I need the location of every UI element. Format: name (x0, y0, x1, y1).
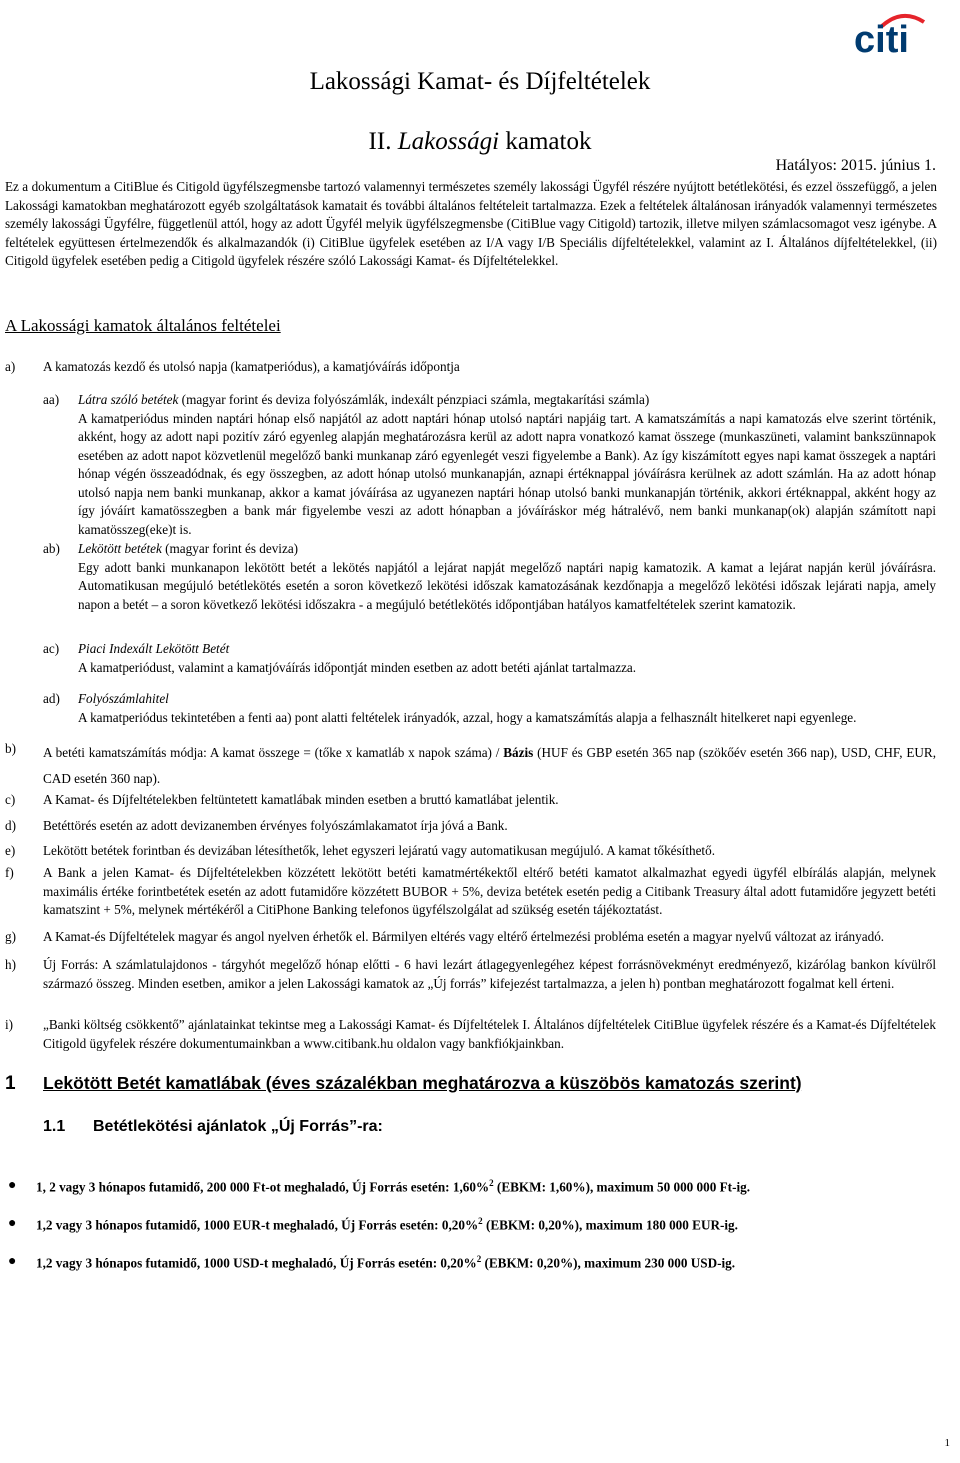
subitem-aa (78, 391, 936, 539)
subitem-ad-body: A kamatperiódus tekintetében a fenti aa) pont alatti feltételek irányadók, azzal, hogy a kamatszámítás alapja a felhasznált hitelkeret napi egyenlege. (78, 709, 857, 725)
item-label-e: e) (5, 843, 16, 858)
item-g-text: A Kamat-és Díjfeltételek magyar és angol nyelven érhetők el. Bármilyen eltérés vagy eltérő értelmezési probléma esetén a magyar nyelvű változat az irányadó. (43, 929, 885, 944)
item-label-c: c) (5, 792, 16, 807)
subitem-aa-title: Látra szóló betétek (78, 392, 179, 407)
offer-item: 1,2 vagy 3 hónapos futamidő, 1000 USD-t meghaladó, Új Forrás esetén: 0,20%$^2$ (EBKM: 0,20%), maximum 230 000 USD-ig. (36, 1254, 736, 1271)
subitem-ac-title: Piaci Indexált Lekötött Betét (78, 641, 230, 656)
item-label-b: b) (5, 741, 16, 756)
subitem-ac (78, 640, 936, 677)
svg-text:citi: citi (854, 19, 909, 54)
subitem-ac-body: A kamatperiódust, valamint a kamatjóváírás időpontját minden esetben az adott betéti ajánlat tartalmazza. (78, 659, 637, 675)
item-a-text: A kamatozás kezdő és utolsó napja (kamatperiódus), a kamatjóváírás időpontja (43, 359, 460, 374)
section-1-1-title: Betétlekötési ajánlatok „Új Forrás”-ra: (93, 1118, 383, 1135)
item-e-text: Lekötött betétek forintban és devizában létesíthetők, lehet egyszeri lejáratú vagy automatikusan megújuló. A kamat tőkésíthető. (43, 843, 715, 858)
item-label-f: f) (5, 865, 14, 880)
subitem-ad (78, 690, 936, 727)
subitem-ab-title: Lekötött betétek (78, 541, 162, 556)
item-label-d: d) (5, 818, 16, 833)
page-number: 1 (944, 1437, 950, 1449)
bullet-icon: ● (8, 1254, 17, 1269)
item-d-text: Betéttörés esetén az adott devizanemben érvényes folyószámlakamatot írja jóvá a Bank. (43, 818, 508, 833)
item-label-i: i) (5, 1017, 14, 1032)
subitem-aa-body: A kamatperiódus minden naptári hónap első napjától az adott naptári hónap utolsó naptári napjáig tart. A kamatszámítás a napi kamatozás elve szerint történik, akként, hogy az adott napi pozitív záró egyenleg alapján meghatározásra kerül az adott napra vonatkozó kamat összege (munkaszüneti, valamint bankszünnapok esetében az adott napot közvetlenül megelőző banki munkanap záró egyenlegét veszi figyelembe a Bank). Az így kiszámított egyes napi kamat összegek a naptári hónap végén összeadódnak, és egy összegben, az adott hónap utolsó munkanapján, aznapi értéknappal jóváírásra kerülnek az adott számlán. Ha az adott hónap utolsó napja nem banki munkanap, akkor a kamat jóváírása az ugyanezen naptári hónap utolsó banki munkanapján történik, akkori értéknappal, akként hogy az így jóváírt kamatösszegben a bank már figyelembe veszi az adott hónapban a jóváíráskor még hátralévő, nem banki munkanap(ok) alapján számított napi kamatösszeg(eke)t is. (78, 410, 936, 537)
intro-paragraph: Ez a dokumentum a CitiBlue és Citigold ügyfélszegmensbe tartozó valamennyi természetes személy lakossági Ügyfél részére nyújtott betétlekötési, és ezzel összefüggő, a jelen Lakossági kamatokban meghatározott egyéb szolgáltatások kamatait és további általános feltételeit tartalmazza. Ezek a feltételek általánosan irányadók valamennyi természetes személy lakossági Ügyfélre, függetlenül attól, hogy az adott Ügyfél melyik ügyfélszegmensbe (CitiBlue vagy Citigold) tartozik, illetve milyen számlacsomagot vesz igénybe. A feltételek együttesen értelmezendők és alkalmazandók (i) CitiBlue ügyfelek esetében az I/A vagy I/B Speciális díjfeltételekkel, valamint az I. Általános díjfeltételekkel, (ii) Citigold ügyfelek esetében pedig a Citigold ügyfelek részére szóló Lakossági Kamat- és Díjfeltételekkel. (5, 179, 937, 268)
section-1-1-number: 1.1 (43, 1118, 66, 1135)
subitem-ab (78, 540, 936, 614)
section-1-number: 1 (5, 1073, 16, 1094)
item-c-text: A Kamat- és Díjfeltételekben feltüntetett kamatlábak minden esetben a bruttó kamatlábat jelentik. (43, 792, 559, 807)
citi-logo (852, 12, 930, 54)
page-title: Lakossági Kamat- és Díjfeltételek (309, 68, 651, 95)
general-conditions-heading: A Lakossági kamatok általános feltételei (5, 316, 281, 335)
subitem-label-ac: ac) (43, 641, 60, 656)
item-f-text: A Bank a jelen Kamat- és Díjfeltételekben közzétett lekötött betéti kamatmértékektől eltérő betéti kamatot alkalmazhat egyedi ügyfél elbírálás alapján, melynek maximális értéke forintbetétek esetén az adott futamidőre közzétett BUBOR + 5%, deviza betétek esetén pedig a Citibank Treasury által adott futamidőre jegyzett betéti kamatszint + 5%, melynek mértékéről a CitiPhone Banking telefonos ügyfélszolgálat ad szükség esetén tájékoztatást. (43, 865, 936, 917)
offer-item: 1, 2 vagy 3 hónapos futamidő, 200 000 Ft-ot meghaladó, Új Forrás esetén: 1,60%$^2$ (EBKM: 1,60%), maximum 50 000 000 Ft-ig. (36, 1178, 751, 1195)
effective-date: Hatályos: 2015. június 1. (775, 157, 936, 174)
bullet-icon: ● (8, 1216, 17, 1231)
subitem-aa-title-rest: (magyar forint és deviza folyószámlák, indexált pénzpiaci számla, megtakarítási számla) (178, 392, 650, 407)
offer-item: 1,2 vagy 3 hónapos futamidő, 1000 EUR-t meghaladó, Új Forrás esetén: 0,20%$^2$ (EBKM: 0,20%), maximum 180 000 EUR-ig. (36, 1216, 738, 1233)
citi-logo-mark (852, 12, 930, 54)
subitem-label-ab: ab) (43, 541, 60, 556)
subitem-ad-title: Folyószámlahitel (78, 691, 169, 706)
subitem-ab-title-rest: (magyar forint és deviza) (161, 541, 299, 556)
item-i-text: „Banki költség csökkentő” ajánlatainkat tekintse meg a Lakossági Kamat- és Díjfeltételek I. Általános díjfeltételek CitiBlue ügyfelek részére és a Kamat-és Díjfeltételek Citigold ügyfelek részére dokumentumainkban a www.citibank.hu oldalon vagy bankfiókjainkban. (43, 1017, 936, 1051)
subitem-ab-body: Egy adott banki munkanapon lekötött betét a lekötés napjától a lejárat napját megelőző naptári napig kamatozik. A kamat a lejárat napján kerül jóváírásra. Automatikusan megújuló betétlekötés esetén a soron következő lekötési időszak kamatozásának kezdőnapja a megelőző lekötési időszak lejárati napja, amely napon a betét – a soron következő lekötési időszakra - a megújuló betétlekötés időpontjában hatályos kamatfeltételek szerint kamatozik. (78, 559, 936, 612)
section-1-title: Lekötött Betét kamatlábak (éves százalékban meghatározva a küszöbös kamatozás szerint) (43, 1073, 802, 1093)
item-h-text: Új Forrás: A számlatulajdonos - tárgyhót megelőző hónap előtti - 6 havi lezárt átlagegyenlegéhez képest forrásnövekményt eredményező, kizárólag bankon kívülről származó összeg. Minden esetben, amikor a jelen Lakossági kamatok az „Új forrás” kifejezést tartalmazza, a jelen h) pontban meghatározott fogalmat kell érteni. (43, 957, 936, 991)
item-label-h: h) (5, 957, 16, 972)
item-label-a: a) (5, 359, 16, 374)
subitem-label-aa: aa) (43, 392, 60, 407)
bullet-icon: ● (8, 1178, 17, 1193)
item-label-g: g) (5, 929, 16, 944)
item-b-text: A betéti kamatszámítás módja: A kamat összege = (tőke x kamatláb x napok száma) / Bázis (HUF és GBP esetén 365 nap (szökőév esetén 366 nap), USD, CHF, EUR, CAD esetén 360 nap). (43, 745, 936, 786)
subitem-label-ad: ad) (43, 691, 60, 706)
page-subtitle: II. Lakossági kamatok (368, 128, 592, 155)
